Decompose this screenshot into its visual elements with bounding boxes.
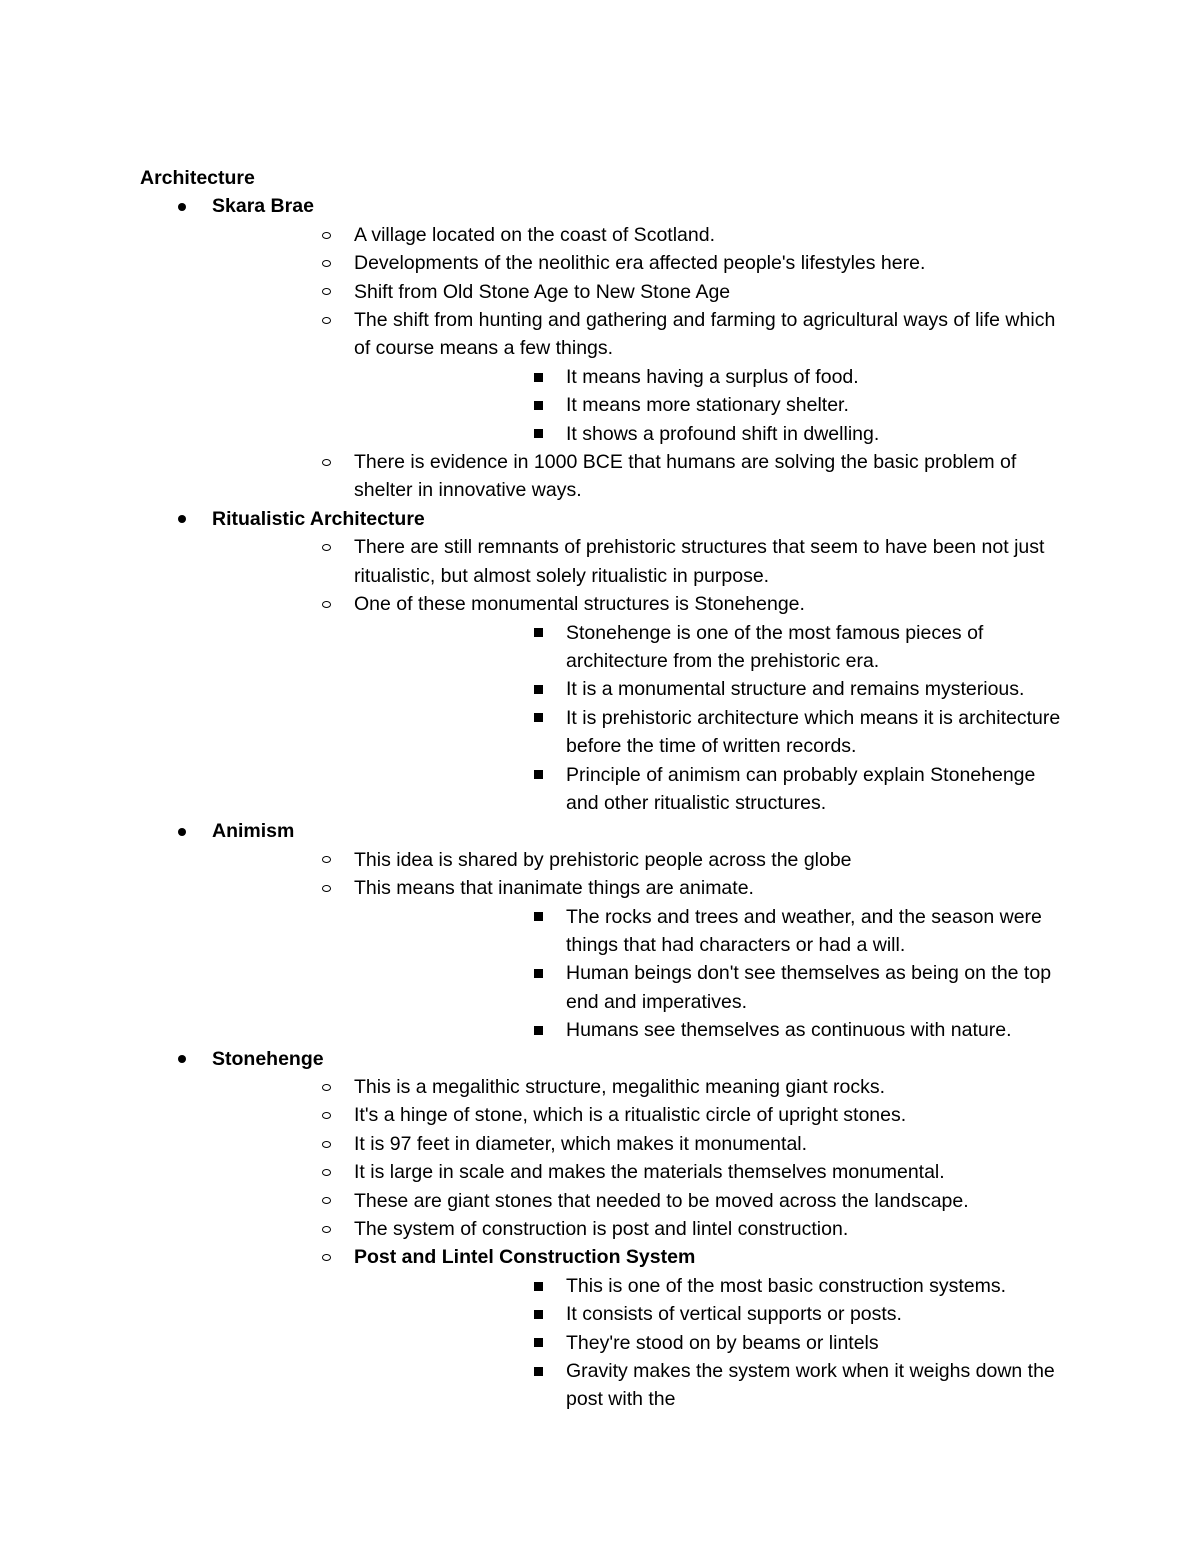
nested-list-item xyxy=(354,1300,1070,1328)
sub-list xyxy=(212,846,1070,1045)
hollow-circle-bullet xyxy=(318,590,334,618)
nested-item-text: Gravity makes the system work when it weighs down the post with the xyxy=(566,1360,1055,1411)
hollow-circle-bullet xyxy=(318,1187,334,1215)
hollow-circle-bullet-shape xyxy=(322,288,331,295)
square-bullet-shape xyxy=(534,628,543,637)
section-item xyxy=(140,192,1070,504)
filled-circle-bullet-shape xyxy=(178,203,186,211)
sub-list xyxy=(212,533,1070,817)
hollow-circle-bullet xyxy=(318,249,334,277)
nested-list xyxy=(354,363,1070,448)
list-item-text: There is evidence in 1000 BCE that humans are solving the basic problem of shelter in innovative ways. xyxy=(354,451,1017,502)
section-heading: Skara Brae xyxy=(212,195,314,218)
hollow-circle-bullet xyxy=(318,1073,334,1101)
square-bullet xyxy=(530,619,546,647)
square-bullet xyxy=(530,1329,546,1357)
nested-list-item xyxy=(354,704,1070,761)
section-heading: Animism xyxy=(212,820,295,843)
filled-circle-bullet xyxy=(174,192,190,220)
nested-list-item xyxy=(354,1016,1070,1044)
nested-list-item xyxy=(354,1272,1070,1300)
nested-list-item xyxy=(354,391,1070,419)
hollow-circle-bullet xyxy=(318,448,334,476)
nested-item-text: It means more stationary shelter. xyxy=(566,394,849,417)
hollow-circle-bullet-shape xyxy=(322,1197,331,1204)
square-bullet xyxy=(530,363,546,391)
filled-circle-bullet xyxy=(174,817,190,845)
square-bullet xyxy=(530,420,546,448)
list-item-text: It is 97 feet in diameter, which makes it monumental. xyxy=(354,1132,808,1155)
nested-item-text: Stonehenge is one of the most famous pieces of architecture from the prehistoric era. xyxy=(566,621,984,672)
hollow-circle-bullet xyxy=(318,874,334,902)
hollow-circle-bullet-shape xyxy=(322,544,331,551)
nested-list-item xyxy=(354,1357,1070,1414)
section-heading: Ritualistic Architecture xyxy=(212,507,425,530)
list-item xyxy=(212,1158,1070,1186)
square-bullet-shape xyxy=(534,969,543,978)
page-title: Architecture xyxy=(140,167,255,189)
nested-item-text: It shows a profound shift in dwelling. xyxy=(566,422,880,445)
list-item xyxy=(212,1187,1070,1215)
hollow-circle-bullet xyxy=(318,1158,334,1186)
square-bullet xyxy=(530,1300,546,1328)
nested-list xyxy=(354,1272,1070,1414)
list-item-text: It's a hinge of stone, which is a ritualistic circle of upright stones. xyxy=(354,1104,907,1127)
list-item xyxy=(212,1101,1070,1129)
list-item-text: Developments of the neolithic era affected people's lifestyles here. xyxy=(354,252,926,275)
nested-item-text: It is prehistoric architecture which means it is architecture before the time of written records. xyxy=(566,706,1061,758)
nested-item-text: It means having a surplus of food. xyxy=(566,365,859,388)
list-item xyxy=(212,448,1070,505)
hollow-circle-bullet-shape xyxy=(322,232,331,239)
square-bullet-shape xyxy=(534,1367,543,1376)
list-item-text: One of these monumental structures is Stonehenge. xyxy=(354,593,805,616)
square-bullet xyxy=(530,1272,546,1300)
square-bullet-shape xyxy=(534,713,543,722)
list-item xyxy=(212,249,1070,277)
list-item xyxy=(212,1215,1070,1243)
square-bullet-shape xyxy=(534,685,543,694)
list-item xyxy=(212,846,1070,874)
list-item-text: This idea is shared by prehistoric people across the globe xyxy=(354,848,852,871)
nested-list-item xyxy=(354,903,1070,960)
hollow-circle-bullet xyxy=(318,533,334,561)
filled-circle-bullet-shape xyxy=(178,515,186,523)
hollow-circle-bullet xyxy=(318,221,334,249)
square-bullet-shape xyxy=(534,373,543,382)
square-bullet-shape xyxy=(534,1282,543,1291)
hollow-circle-bullet-shape xyxy=(322,1254,331,1261)
hollow-circle-bullet xyxy=(318,1243,334,1271)
square-bullet xyxy=(530,704,546,732)
nested-item-text: The rocks and trees and weather, and the season were things that had characters or had a will. xyxy=(566,905,1042,956)
hollow-circle-bullet xyxy=(318,306,334,334)
list-item-text: A village located on the coast of Scotland. xyxy=(354,223,715,246)
filled-circle-bullet-shape xyxy=(178,1055,186,1063)
hollow-circle-bullet xyxy=(318,1215,334,1243)
hollow-circle-bullet-shape xyxy=(322,885,331,892)
hollow-circle-bullet-shape xyxy=(322,1226,331,1233)
list-item-text: The system of construction is post and lintel construction. xyxy=(354,1218,849,1241)
sub-list xyxy=(212,221,1070,505)
outline-list xyxy=(140,192,1070,1413)
list-item-text: These are giant stones that needed to be moved across the landscape. xyxy=(354,1189,969,1212)
nested-list-item xyxy=(354,959,1070,1016)
list-item-text: Shift from Old Stone Age to New Stone Age xyxy=(354,280,731,303)
section-item xyxy=(140,505,1070,817)
square-bullet xyxy=(530,903,546,931)
nested-list xyxy=(354,903,1070,1045)
nested-item-text: Principle of animism can probably explain Stonehenge and other ritualistic structures. xyxy=(566,763,1036,814)
hollow-circle-bullet xyxy=(318,1101,334,1129)
square-bullet-shape xyxy=(534,1026,543,1035)
sub-list xyxy=(212,1073,1070,1414)
square-bullet-shape xyxy=(534,1310,543,1319)
nested-item-text: It is a monumental structure and remains mysterious. xyxy=(566,678,1025,701)
list-item xyxy=(212,533,1070,590)
nested-list-item xyxy=(354,1329,1070,1357)
hollow-circle-bullet xyxy=(318,846,334,874)
list-item xyxy=(212,1130,1070,1158)
hollow-circle-bullet xyxy=(318,1130,334,1158)
square-bullet-shape xyxy=(534,912,543,921)
nested-list xyxy=(354,619,1070,818)
section-item xyxy=(140,817,1070,1044)
square-bullet-shape xyxy=(534,401,543,410)
filled-circle-bullet xyxy=(174,505,190,533)
list-item xyxy=(212,1243,1070,1413)
list-item-text: It is large in scale and makes the materials themselves monumental. xyxy=(354,1161,945,1184)
square-bullet-shape xyxy=(534,1338,543,1347)
square-bullet xyxy=(530,675,546,703)
nested-item-text: Humans see themselves as continuous with nature. xyxy=(566,1019,1012,1042)
square-bullet xyxy=(530,1357,546,1385)
nested-list-item xyxy=(354,363,1070,391)
hollow-circle-bullet-shape xyxy=(322,317,331,324)
hollow-circle-bullet-shape xyxy=(322,260,331,267)
hollow-circle-bullet xyxy=(318,278,334,306)
square-bullet xyxy=(530,761,546,789)
hollow-circle-bullet-shape xyxy=(322,1084,331,1091)
square-bullet xyxy=(530,1016,546,1044)
square-bullet xyxy=(530,959,546,987)
square-bullet-shape xyxy=(534,770,543,779)
section-item xyxy=(140,1045,1070,1414)
nested-item-text: It consists of vertical supports or posts. xyxy=(566,1303,902,1326)
document-body xyxy=(140,164,1070,1414)
filled-circle-bullet-shape xyxy=(178,828,186,836)
hollow-circle-bullet-shape xyxy=(322,1141,331,1148)
hollow-circle-bullet-shape xyxy=(322,459,331,466)
nested-list-item xyxy=(354,420,1070,448)
nested-item-text: Human beings don't see themselves as being on the top end and imperatives. xyxy=(566,962,1052,1013)
list-item xyxy=(212,221,1070,249)
list-item xyxy=(212,590,1070,817)
list-item-text: This is a megalithic structure, megalithic meaning giant rocks. xyxy=(354,1076,886,1098)
hollow-circle-bullet-shape xyxy=(322,601,331,608)
list-item xyxy=(212,1073,1070,1101)
square-bullet xyxy=(530,391,546,419)
hollow-circle-bullet-shape xyxy=(322,1169,331,1176)
nested-list-item xyxy=(354,619,1070,676)
nested-item-text: They're stood on by beams or lintels xyxy=(566,1331,879,1354)
filled-circle-bullet xyxy=(174,1045,190,1073)
list-item xyxy=(212,278,1070,306)
hollow-circle-bullet-shape xyxy=(322,1112,331,1119)
section-heading: Stonehenge xyxy=(212,1047,324,1070)
list-item xyxy=(212,874,1070,1044)
list-item xyxy=(212,306,1070,448)
list-item-text: This means that inanimate things are animate. xyxy=(354,877,754,900)
list-item-text: There are still remnants of prehistoric structures that seem to have been not just ritualistic, but almost solely ritualistic in purpose. xyxy=(354,536,1045,587)
nested-list-item xyxy=(354,675,1070,703)
nested-item-text: This is one of the most basic construction systems. xyxy=(566,1274,1007,1297)
nested-list-item xyxy=(354,761,1070,818)
list-item-text: The shift from hunting and gathering and farming to agricultural ways of life which of course means a few things. xyxy=(354,309,1056,360)
hollow-circle-bullet-shape xyxy=(322,856,331,863)
square-bullet-shape xyxy=(534,429,543,438)
list-item-text: Post and Lintel Construction System xyxy=(354,1246,696,1269)
